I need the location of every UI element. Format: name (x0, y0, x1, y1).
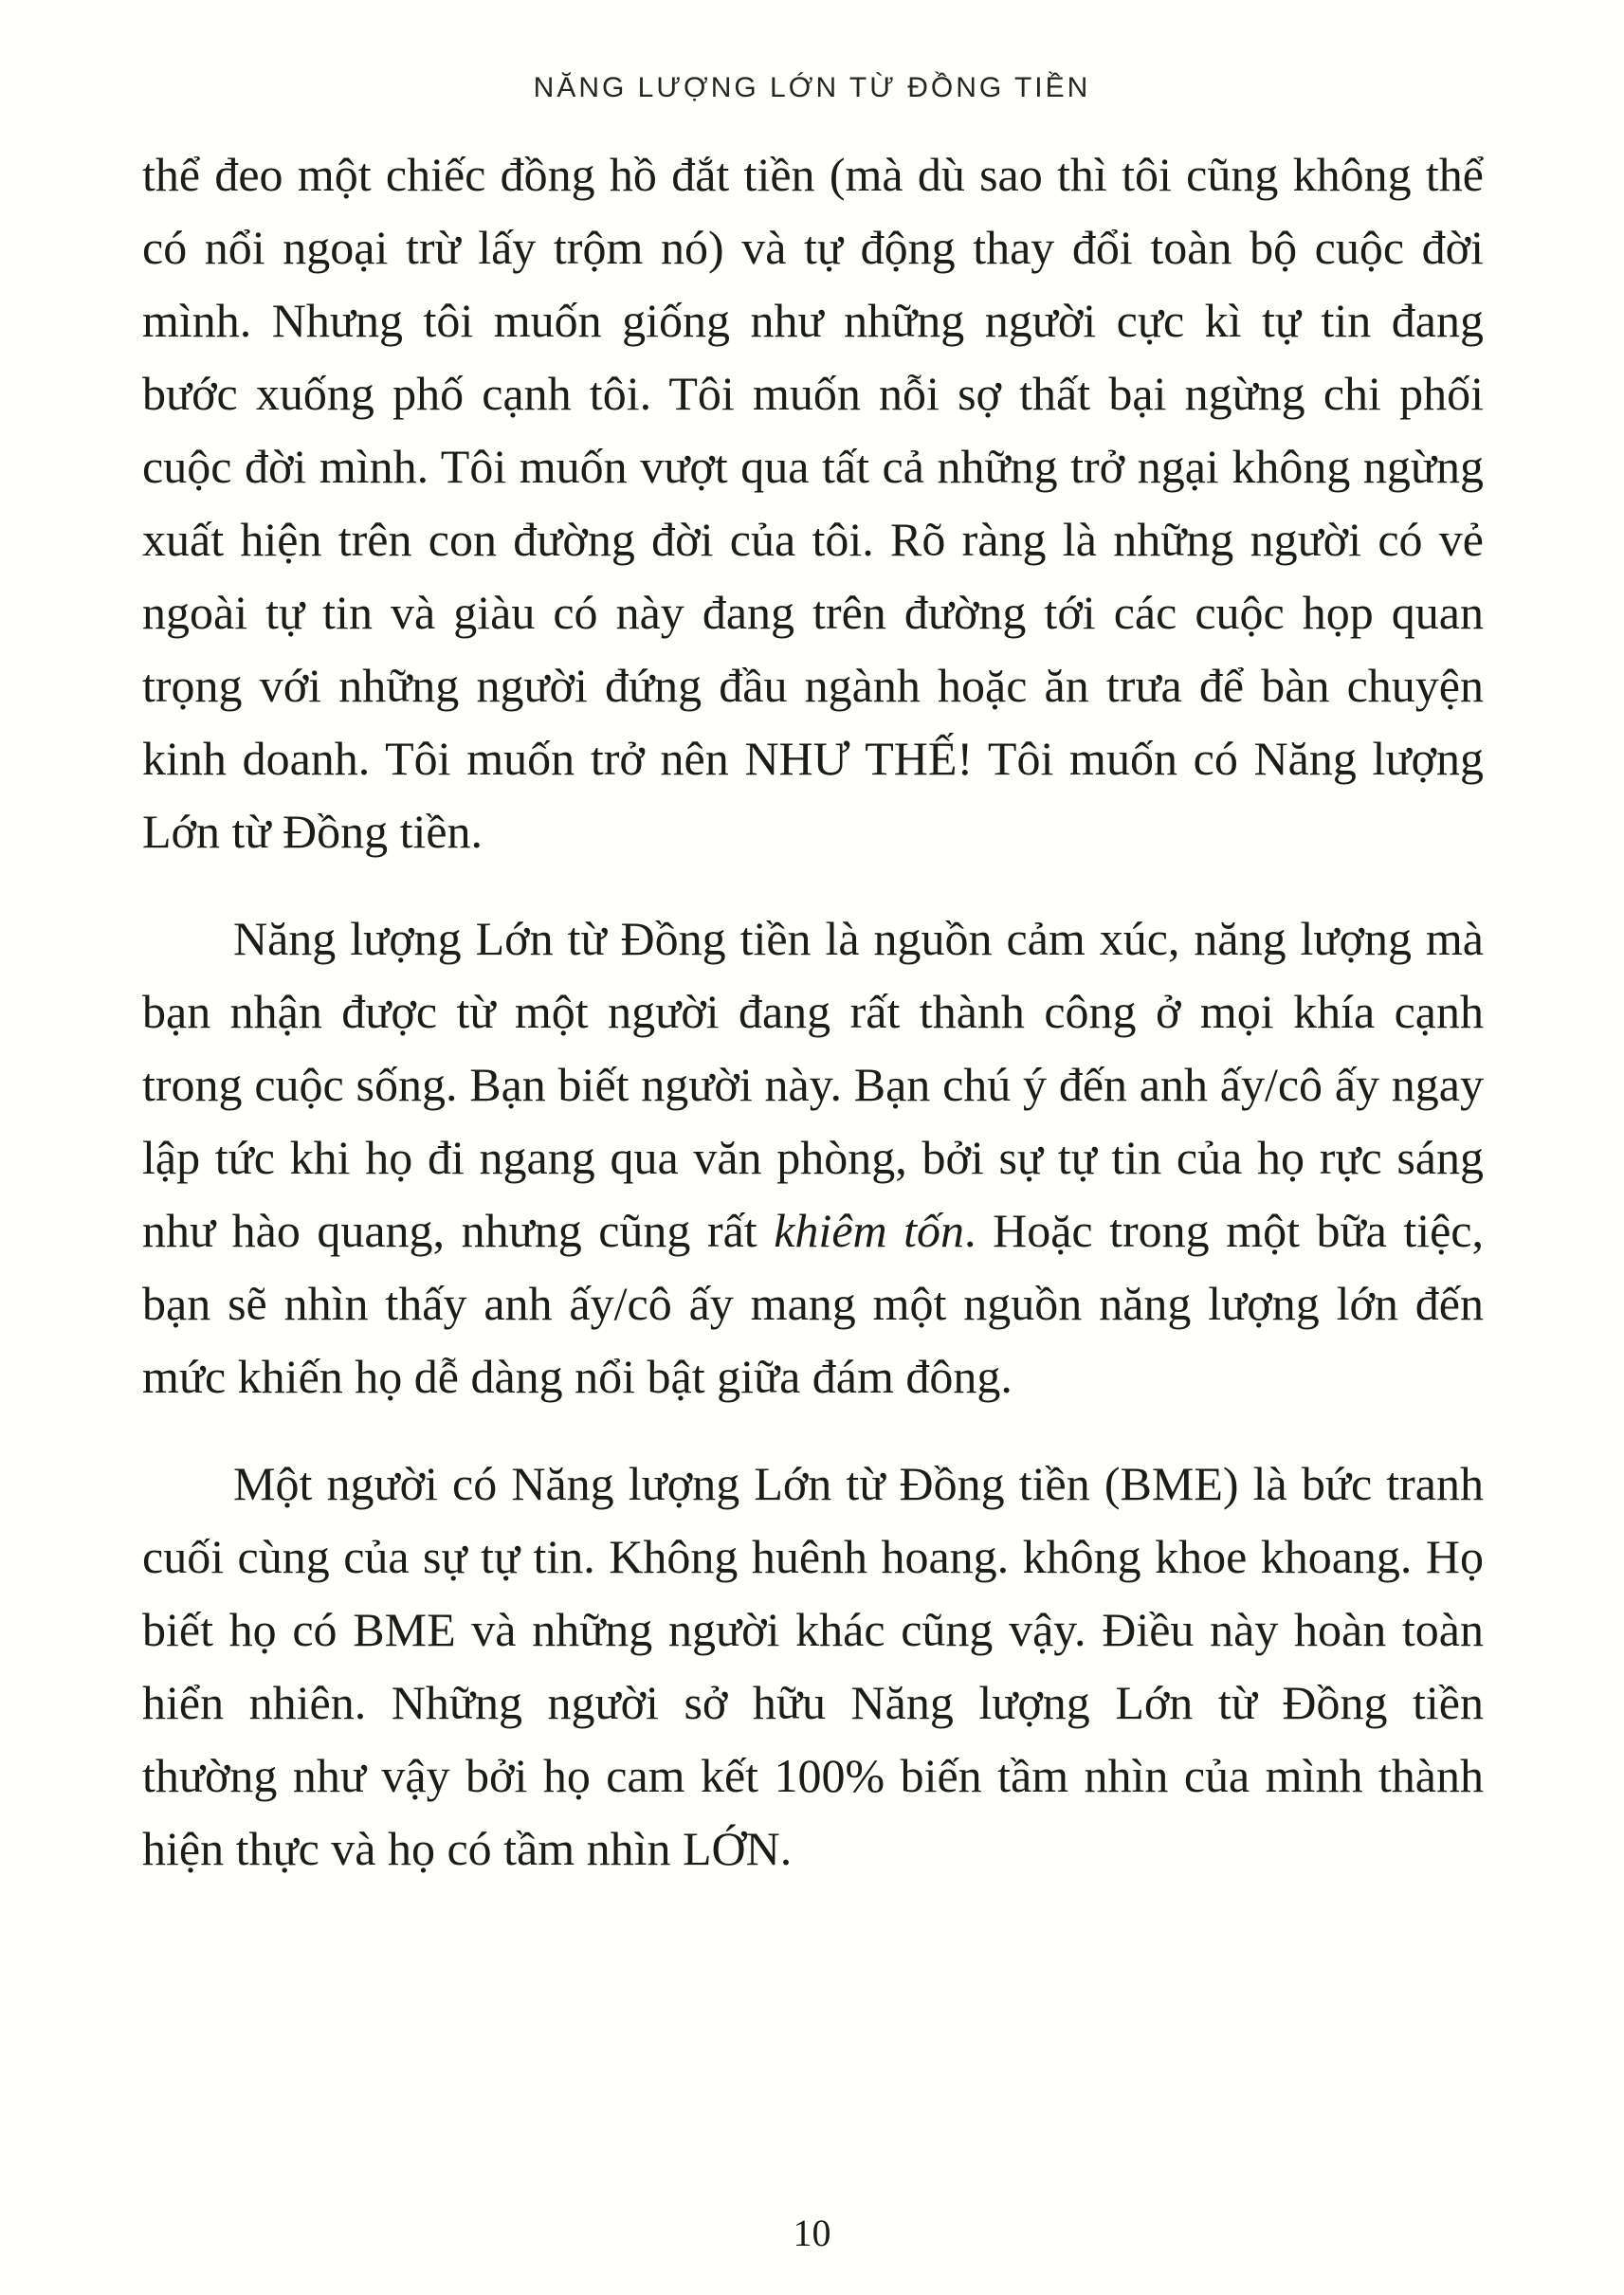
paragraph-2-text-continued: . Hoặc trong một bữa tiệc, bạn sẽ nhìn thấy anh ấy/cô ấy mang một nguồn năng lượng lớn đến mức khiến họ dễ dàng nổi bật giữa đám đông. (142, 1204, 1485, 1403)
paragraph-1-text: thể đeo một chiếc đồng hồ đắt tiền (mà dù sao thì tôi cũng không thể có nổi ngoại trừ lấy trộm nó) và tự động thay đổi toàn bộ cuộc đời mình. Nhưng tôi muốn giống như những người cực kì tự tin đang bước xuống phố cạnh tôi. Tôi muốn nỗi sợ thất bại ngừng chi phối cuộc đời mình. Tôi muốn vượt qua tất cả những trở ngại không ngừng xuất hiện trên con đường đời của tôi. Rõ ràng là những người có vẻ ngoài tự tin và giàu có này đang trên đường tới các cuộc họp quan trọng với những người đứng đầu ngành hoặc ăn trưa để bàn chuyện kinh doanh. Tôi muốn trở nên NHƯ THẾ! Tôi muốn có Năng lượng Lớn từ Đồng tiền. (142, 148, 1484, 858)
paragraph-3 (142, 1448, 1484, 1885)
paragraph-2 (142, 902, 1484, 1413)
page-body (142, 138, 1484, 1885)
page-number: 10 (793, 2212, 831, 2254)
running-header: NĂNG LƯỢNG LỚN TỪ ĐỒNG TIỀN (533, 72, 1091, 103)
paragraph-1 (142, 138, 1484, 868)
paragraph-3-text: Một người có Năng lượng Lớn từ Đồng tiền (BME) là bức tranh cuối cùng của sự tự tin. Không huênh hoang. không khoe khoang. Họ biết họ có BME và những người khác cũng vậy. Điều này hoàn toàn hiển nhiên. Những người sở hữu Năng lượng Lớn từ Đồng tiền thường như vậy bởi họ cam kết 100% biến tầm nhìn của mình thành hiện thực và họ có tầm nhìn LỚN. (142, 1457, 1484, 1875)
paragraph-2-text: Năng lượng Lớn từ Đồng tiền là nguồn cảm xúc, năng lượng mà bạn nhận được từ một người đang rất thành công ở mọi khía cạnh trong cuộc sống. Bạn biết người này. Bạn chú ý đến anh ấy/cô ấy ngay lập tức khi họ đi ngang qua văn phòng, bởi sự tự tin của họ rực sáng như hào quang, nhưng cũng rất (142, 912, 1484, 1257)
paragraph-2-italic-text: khiêm tốn (774, 1204, 965, 1257)
